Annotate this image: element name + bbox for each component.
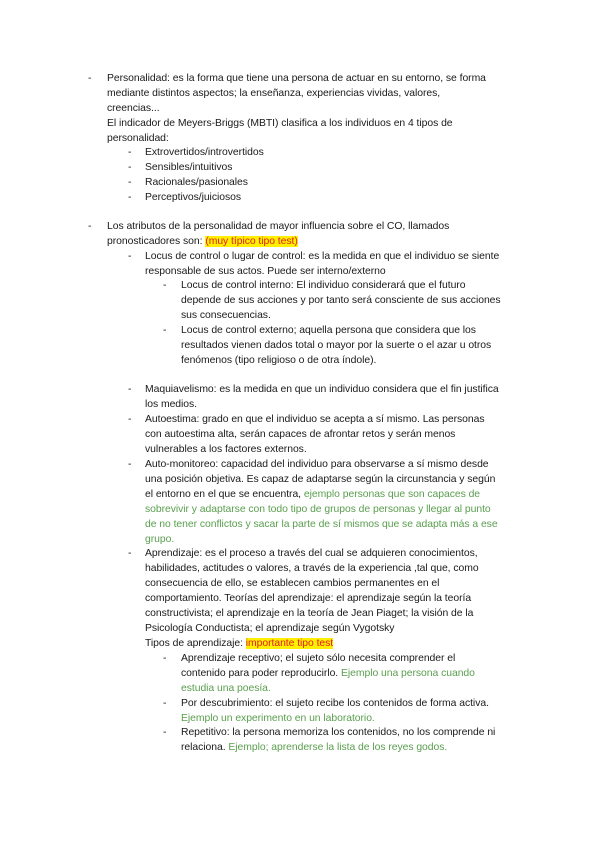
locus-externo-text: fenómenos (tipo religioso o de otra índole). xyxy=(181,355,377,366)
bullet-dash: - xyxy=(128,251,132,262)
locus-externo-text: Locus de control externo; aquella persona que considera que los xyxy=(181,325,476,336)
personalidad-text: El indicador de Meyers-Briggs (MBTI) clasifica a los individuos en 4 tipos de xyxy=(107,118,453,129)
aprendizaje-text: comportamiento. Teorías del aprendizaje: el aprendizaje según la teoría xyxy=(145,593,472,604)
aprendizaje-text: habilidades, actitudes o valores, a través de la experiencia ,tal que, como xyxy=(145,563,479,574)
example-note: sobrevivir y adaptarse con todo tipo de grupos de personas y llegar al punto xyxy=(145,504,491,515)
atributos-text-part: pronosticadores son: xyxy=(107,236,203,247)
example-note: Ejemplo un experimento en un laboratorio. xyxy=(181,713,375,724)
aprendizaje-text: Psicología Conductista; el aprendizaje según Vygotsky xyxy=(145,623,395,634)
example-note: ejemplo personas que son capaces de xyxy=(303,489,481,500)
autoestima-text: vulnerables a los factores externos. xyxy=(145,444,307,455)
highlight-note: importante tipo test xyxy=(245,638,334,649)
bullet-dash: - xyxy=(163,280,167,291)
bullet-dash: - xyxy=(128,162,132,173)
automonitoreo-text: una posición objetiva. Es capaz de adaptarse según la circunstancia y según xyxy=(145,474,496,485)
maquiavelismo-text: Maquiavelismo: es la medida en que un individuo considera que el fin justifica xyxy=(145,384,499,395)
mbti-type-item: Perceptivos/juiciosos xyxy=(145,192,241,203)
repetitivo-text xyxy=(181,740,447,755)
aprendizaje-text: Aprendizaje: es el proceso a través del cual se adquieren conocimientos, xyxy=(145,548,478,559)
aprendizaje-text: consecuencia de ello, se establecen cambios permanentes en el xyxy=(145,578,440,589)
aprendizaje-text xyxy=(145,636,333,651)
receptivo-text: Aprendizaje receptivo; el sujeto sólo necesita comprender el xyxy=(181,653,456,664)
locus-text: Locus de control o lugar de control: es la medida en que el individuo se siente xyxy=(145,251,500,262)
bullet-dash: - xyxy=(128,177,132,188)
autoestima-text: con autoestima alta, serán capaces de afrontar retos y serán menos xyxy=(145,429,456,440)
aprendizaje-text: constructivista; el aprendizaje en la teoría de Jean Piaget; la visión de la xyxy=(145,608,474,619)
locus-interno-text: depende de sus acciones y por tanto será consciente de sus acciones xyxy=(181,295,501,306)
atributos-text: Los atributos de la personalidad de mayor influencia sobre el CO, llamados xyxy=(107,221,450,232)
mbti-type-item: Sensibles/intuitivos xyxy=(145,162,233,173)
personalidad-text: Personalidad: es la forma que tiene una persona de actuar en su entorno, se forma xyxy=(107,73,486,84)
locus-text: responsable de sus actos. Puede ser interno/externo xyxy=(145,266,386,277)
repetitivo-text-part: relaciona. xyxy=(181,742,226,753)
bullet-dash: - xyxy=(163,325,167,336)
bullet-dash: - xyxy=(163,698,167,709)
tipos-label: Tipos de aprendizaje: xyxy=(145,638,243,649)
bullet-dash: - xyxy=(128,147,132,158)
repetitivo-text: Repetitivo: la persona memoriza los contenidos, no los comprende ni xyxy=(181,727,496,738)
mbti-type-item: Extrovertidos/introvertidos xyxy=(145,147,264,158)
locus-externo-text: resultados vienen dados total o mayor por la suerte o el azar u otros xyxy=(181,340,492,351)
receptivo-text xyxy=(181,666,475,681)
example-note: grupo. xyxy=(145,534,175,545)
mbti-type-item: Racionales/pasionales xyxy=(145,177,248,188)
bullet-dash: - xyxy=(88,73,92,84)
bullet-dash: - xyxy=(128,192,132,203)
bullet-dash: - xyxy=(128,548,132,559)
example-note: Ejemplo una persona cuando xyxy=(341,668,475,679)
bullet-dash: - xyxy=(128,384,132,395)
bullet-dash: - xyxy=(163,727,167,738)
highlight-note: (muy típico tipo test) xyxy=(205,236,298,247)
locus-interno-text: sus consecuencias. xyxy=(181,310,271,321)
example-note: Ejemplo; aprenderse la lista de los reyes godos. xyxy=(228,742,448,753)
atributos-text xyxy=(107,234,298,249)
automonitoreo-text-part: el entorno en el que se encuentra, xyxy=(145,489,302,500)
example-note: estudia una poesía. xyxy=(181,683,271,694)
personalidad-text: mediante distintos aspectos; la enseñanza, experiencias vividas, valores, xyxy=(107,88,441,99)
locus-interno-text: Locus de control interno: El individuo considerará que el futuro xyxy=(181,280,466,291)
receptivo-text-part: contenido para poder reproducirlo. xyxy=(181,668,339,679)
example-note: de no tener conflictos y sacar la parte de sí mismos que se adapta más a ese xyxy=(145,519,498,530)
maquiavelismo-text: los medios. xyxy=(145,399,198,410)
personalidad-text: creencias... xyxy=(107,103,160,114)
descubrimiento-text: Por descubrimiento: el sujeto recibe los contenidos de forma activa. xyxy=(181,698,489,709)
autoestima-text: Autoestima: grado en que el individuo se acepta a sí mismo. Las personas xyxy=(145,414,485,425)
bullet-dash: - xyxy=(88,221,92,232)
bullet-dash: - xyxy=(128,459,132,470)
automonitoreo-text xyxy=(145,487,480,502)
bullet-dash: - xyxy=(128,414,132,425)
personalidad-text: personalidad: xyxy=(107,133,169,144)
bullet-dash: - xyxy=(163,653,167,664)
automonitoreo-text: Auto-monitoreo: capacidad del individuo para observarse a sí mismo desde xyxy=(145,459,489,470)
